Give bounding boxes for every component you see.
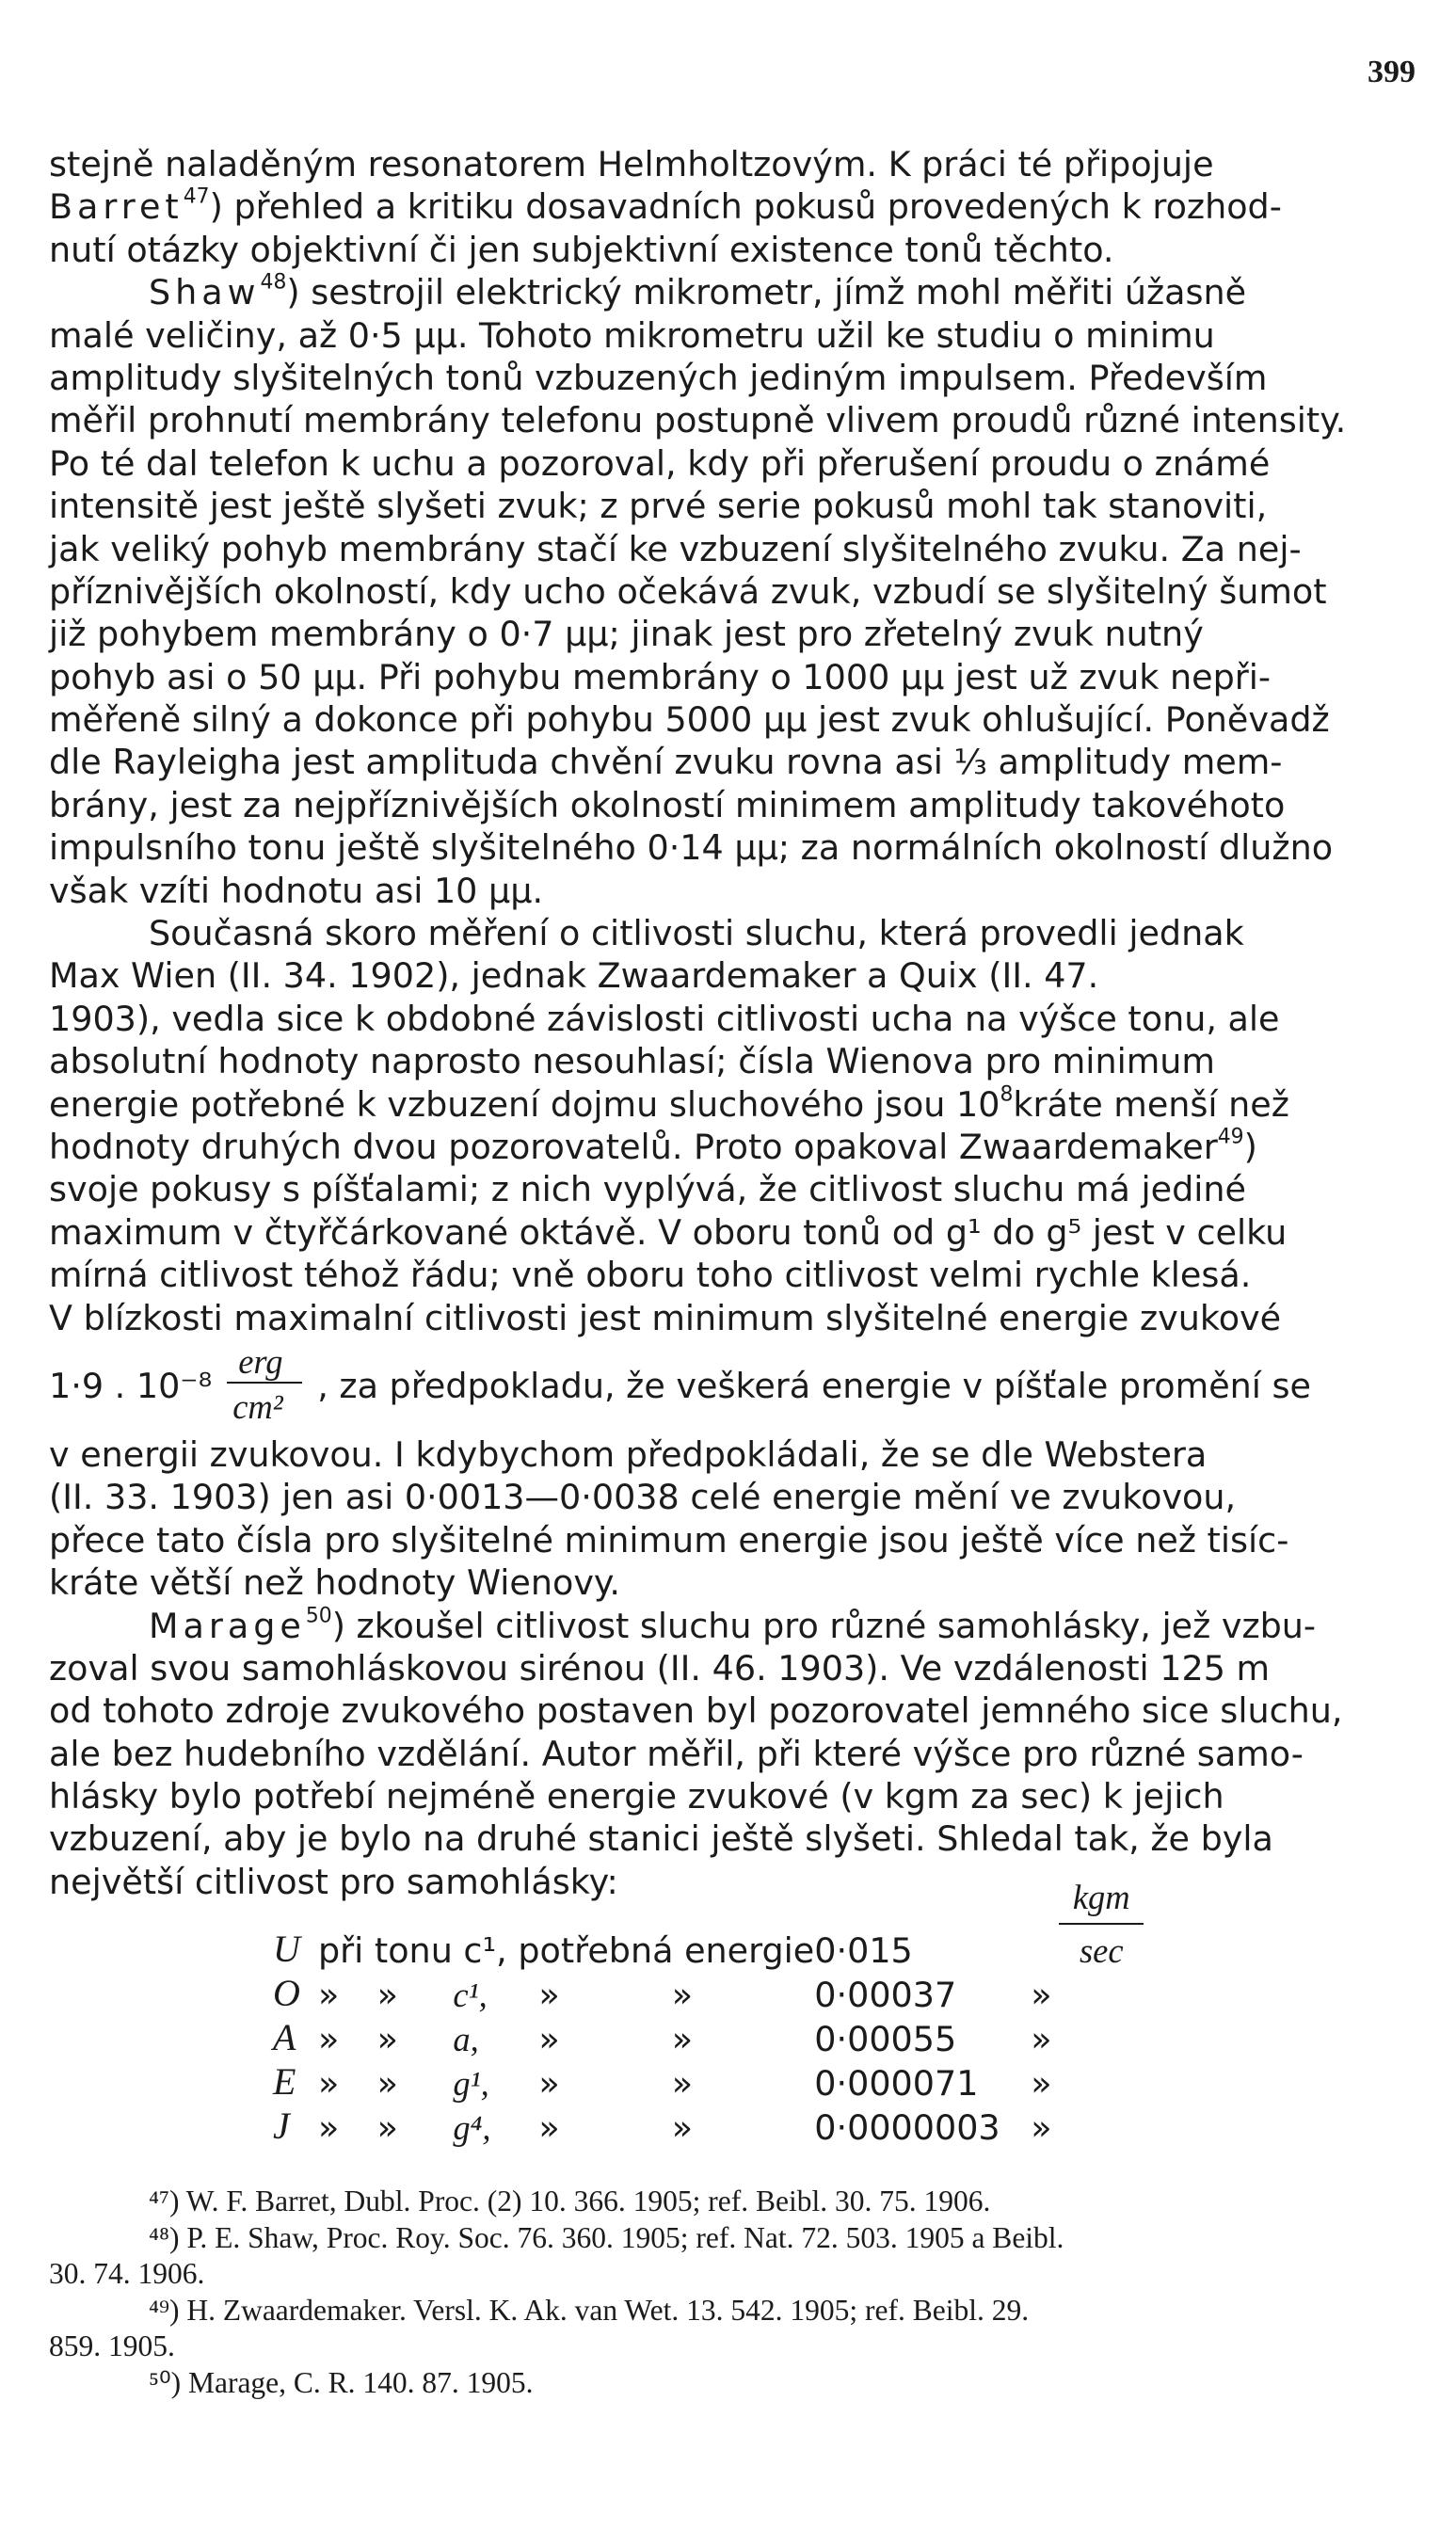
ditto-mark: »: [318, 1975, 340, 2015]
text-line: přece tato čísla pro slyšitelné minimum energie jsou ještě více než tisíc-: [49, 1519, 1289, 1561]
unit-denominator: sec: [1079, 1931, 1124, 1970]
superscript: 8: [1000, 1082, 1014, 1107]
text-line: kráte větší než hodnoty Wienovy.: [49, 1562, 620, 1604]
text-span: energie potřebné k vzbuzení dojmu sluchového jsou 10: [49, 1083, 1000, 1125]
text-line: ale bez hudebního vzdělání. Autor měřil, při které výšce pro různé samo-: [49, 1733, 1304, 1774]
table-row: [273, 2059, 1144, 2104]
footnote-ref: 49: [1217, 1125, 1244, 1149]
ditto-mark: »: [318, 2063, 340, 2104]
ditto-mark: »: [376, 2107, 398, 2148]
footnote-continuation: 30. 74. 1906.: [49, 2257, 205, 2291]
vowel-cell: A: [273, 2016, 296, 2058]
formula-line: [49, 1339, 1414, 1433]
text-line: impulsního tonu ještě slyšitelného 0·14 μμ; za normálních okolností dlužno: [49, 827, 1334, 869]
ditto-mark: »: [671, 2107, 694, 2148]
text-span: ) sestrojil elektrický mikrometr, jímž mohl měřiti úžasně: [286, 272, 1247, 313]
text-line: malé veličiny, až 0·5 μμ. Tohoto mikrometru užil ke studiu o minimu: [49, 314, 1215, 356]
ditto-mark: »: [538, 2019, 560, 2059]
body-text: [49, 143, 1414, 1903]
text-line: amplitudy slyšitelných tonů vzbuzených jediným impulsem. Především: [49, 357, 1268, 398]
ditto-mark: »: [538, 1975, 560, 2015]
footnote: ⁴⁷) W. F. Barret, Dubl. Proc. (2) 10. 366. 1905; ref. Beibl. 30. 75. 1906.: [149, 2185, 991, 2217]
footnote: ⁵⁰) Marage, C. R. 140. 87. 1905.: [149, 2365, 534, 2399]
text-line: měřeně silný a dokonce při pohybu 5000 μμ jest zvuk ohlušující. Poněvadž: [49, 699, 1330, 741]
table-row: [273, 2104, 1144, 2148]
ditto-mark: »: [1031, 2019, 1052, 2059]
value-cell: 0·0000003: [814, 2107, 1000, 2148]
vowel-cell: U: [273, 1928, 300, 1970]
tone-cell: g¹,: [453, 2064, 489, 2103]
value-cell: 0·000071: [814, 2063, 979, 2104]
ditto-mark: »: [1031, 1975, 1052, 2015]
vowel-cell: E: [273, 2060, 296, 2103]
value-cell: 0·015: [814, 1930, 913, 1971]
footnote: ⁴⁸) P. E. Shaw, Proc. Roy. Soc. 76. 360. 1905; ref. Nat. 72. 503. 1905 a Beibl.: [149, 2220, 1064, 2254]
text-line: svoje pokusy s píšťalami; z nich vyplývá, že citlivost sluchu má jediné: [49, 1169, 1246, 1210]
text-line: hlásky bylo potřebí nejméně energie zvukové (v kgm za sec) k jejich: [49, 1776, 1224, 1817]
text-line: Po té dal telefon k uchu a pozoroval, kdy při přerušení proudu o známé: [49, 442, 1271, 484]
text-line: největší citlivost pro samohlásky:: [49, 1861, 618, 1902]
footnote: ⁴⁹) H. Zwaardemaker. Versl. K. Ak. van Wet. 13. 542. 1905; ref. Beibl. 29.: [149, 2293, 1030, 2327]
unit-numerator: kgm: [1072, 1878, 1130, 1916]
text-line: [49, 1126, 1414, 1168]
text-span: ) přehled a kritiku dosavadních pokusů provedených k rozhod-: [209, 186, 1282, 228]
text-line: 1903), vedla sice k obdobné závislosti citlivosti ucha na výšce tonu, ale: [49, 998, 1280, 1039]
unit-fraction: [1059, 1877, 1144, 1971]
ditto-mark: »: [538, 2107, 560, 2148]
footnotes: [49, 2184, 1414, 2402]
text-line: měřil prohnutí membrány telefonu postupně vlivem proudů různé intensity.: [49, 400, 1347, 441]
tone-cell: a,: [453, 2020, 479, 2058]
text-line: nutí otázky objektivní či jen subjektivní existence tonů těchto.: [49, 229, 1114, 270]
text-span: , za předpokladu, že veškerá energie v píšťale promění se: [317, 1366, 1311, 1407]
text-line: zoval svou samohláskovou sirénou (II. 46. 1903). Ve vzdálenosti 125 m: [49, 1647, 1271, 1689]
text-line: [49, 1605, 1414, 1647]
footnote-ref: 47: [183, 184, 210, 209]
ditto-mark: »: [318, 2019, 340, 2059]
ditto-mark: »: [1031, 2107, 1052, 2148]
energy-table: [273, 1877, 1144, 2148]
text-line: však vzíti hodnotu asi 10 μμ.: [49, 870, 544, 911]
text-line: Současná skoro měření o citlivosti sluchu, která provedli jednak: [149, 913, 1244, 954]
text-line: vzbuzení, aby je bylo na druhé stanici ještě slyšeti. Shledal tak, že byla: [49, 1818, 1273, 1860]
tone-cell: g⁴,: [453, 2108, 491, 2147]
text-line: v energii zvukovou. I kdybychom předpokládali, že se dle Webstera: [49, 1433, 1208, 1475]
text-line: mírná citlivost téhož řádu; vně oboru toho citlivost velmi rychle klesá.: [49, 1255, 1252, 1296]
text-line: Max Wien (II. 34. 1902), jednak Zwaardemaker a Quix (II. 47.: [49, 955, 1099, 997]
text-line: maximum v čtyřčárkované oktávě. V oboru tonů od g¹ do g⁵ jest v celku: [49, 1211, 1288, 1253]
text-line: [49, 185, 1414, 228]
text-line: absolutní hodnoty naprosto nesouhlasí; čísla Wienova pro minimum: [49, 1041, 1215, 1082]
value-cell: 0·00055: [814, 2019, 957, 2059]
ditto-mark: »: [671, 2063, 694, 2104]
text-span: ): [1243, 1126, 1257, 1167]
table-row: [273, 1971, 1144, 2015]
unit-cell: [1031, 1877, 1144, 1971]
table-header-row: [273, 1877, 1144, 1971]
text-line: již pohybem membrány o 0·7 μμ; jinak jest pro zřetelný zvuk nutný: [49, 614, 1204, 655]
text-line: brány, jest za nejpříznivějších okolností minimem amplitudy takovéhoto: [49, 784, 1286, 825]
header-label: při tonu c¹, potřebná energie: [318, 1930, 815, 1971]
text-line: pohyb asi o 50 μμ. Při pohybu membrány o 1000 μμ jest už zvuk nepři-: [49, 656, 1272, 697]
text-line: [49, 1083, 1414, 1126]
ditto-mark: »: [318, 2107, 340, 2148]
text-line: [49, 271, 1414, 313]
ditto-mark: »: [671, 2019, 694, 2059]
unit-fraction: [217, 1341, 312, 1429]
text-line: jak veliký pohyb membrány stačí ke vzbuzení slyšitelného zvuku. Za nej-: [49, 528, 1302, 569]
fraction-denominator: cm²: [232, 1386, 283, 1426]
ditto-mark: »: [538, 2063, 560, 2104]
fraction-bar: [1059, 1923, 1144, 1925]
vowel-cell: O: [273, 1972, 300, 2014]
text-line: příznivějších okolností, kdy ucho očekává zvuk, vzbudí se slyšitelný šumot: [49, 570, 1327, 612]
formula-coefficient: 1·9 . 10⁻⁸: [49, 1366, 213, 1407]
page-number: 399: [1368, 55, 1416, 89]
fraction-numerator: erg: [238, 1341, 283, 1381]
ditto-mark: »: [376, 2019, 398, 2059]
table-row: [273, 2015, 1144, 2059]
value-cell: 0·00037: [814, 1975, 957, 2015]
footnote-ref: 50: [305, 1604, 332, 1628]
ditto-mark: »: [376, 2063, 398, 2104]
author-name: Shaw: [149, 272, 261, 313]
text-span: kráte menší než: [1013, 1083, 1289, 1125]
text-line: dle Rayleigha jest amplituda chvění zvuku rovna asi ⅓ amplitudy mem-: [49, 742, 1283, 783]
fraction-bar: [227, 1382, 302, 1384]
footnote-ref: 48: [260, 270, 287, 295]
vowel-cell: J: [273, 2105, 290, 2147]
author-name: Barret: [49, 186, 184, 228]
text-line: intensitě jest ještě slyšeti zvuk; z prvé serie pokusů mohl tak stanoviti,: [49, 486, 1268, 527]
tone-cell: c¹,: [453, 1976, 488, 2014]
text-line: stejně naladěným resonatorem Helmholtzovým. K práci té připojuje: [49, 144, 1214, 184]
ditto-mark: »: [376, 1975, 398, 2015]
text-line: (II. 33. 1903) jen asi 0·0013—0·0038 celé energie mění ve zvukovou,: [49, 1477, 1237, 1518]
author-name: Marage: [149, 1605, 306, 1646]
ditto-mark: »: [1031, 2063, 1052, 2104]
text-span: hodnoty druhých dvou pozorovatelů. Proto opakoval Zwaardemaker: [49, 1126, 1218, 1167]
ditto-mark: »: [671, 1975, 694, 2015]
text-span: ) zkoušel citlivost sluchu pro různé samohlásky, jež vzbu-: [331, 1605, 1317, 1646]
footnote-continuation: 859. 1905.: [49, 2329, 175, 2363]
text-line: od tohoto zdroje zvukového postaven byl pozorovatel jemného sice sluchu,: [49, 1690, 1343, 1732]
text-line: V blízkosti maximalní citlivosti jest minimum slyšitelné energie zvukové: [49, 1297, 1282, 1338]
